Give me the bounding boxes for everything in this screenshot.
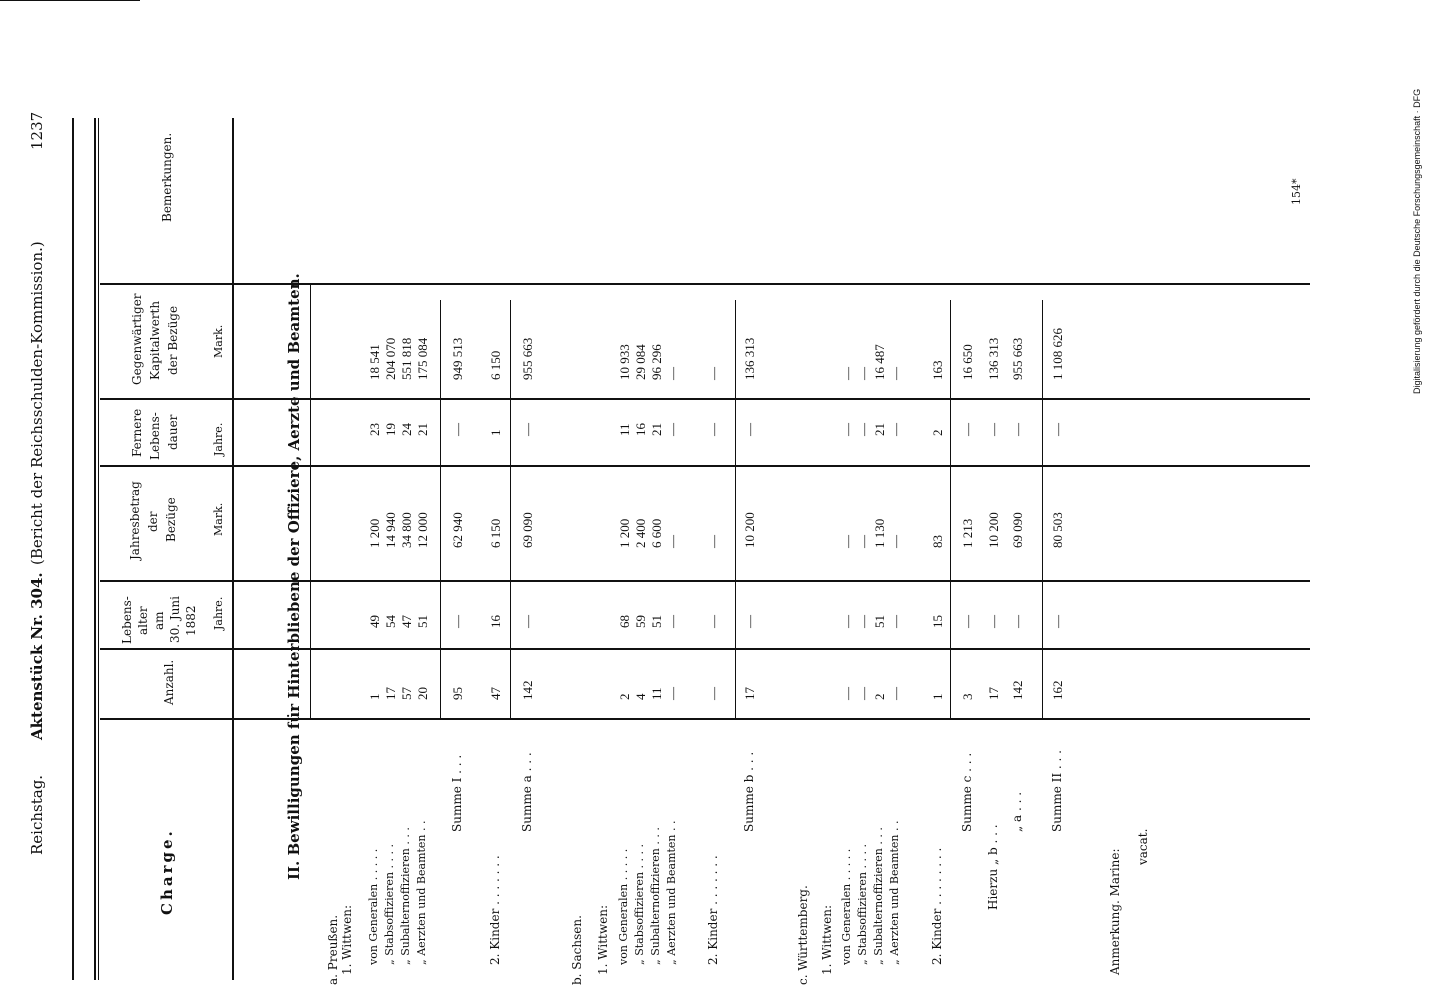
cell-c-stab-4: — [856,367,871,380]
cell-summe2-2: 80 503 [1050,512,1065,548]
cell-c-stab-3: — [856,423,871,436]
col-kapital-3: der Bezüge [166,305,180,375]
cell-c-summec-0: 3 [960,693,975,700]
cell-hierzu-b-2: 10 200 [986,512,1001,548]
label-c-witwen: 1. Wittwen: [820,904,834,975]
cell-c-sub-2: 1 130 [872,518,887,548]
col-charge: Charge. [158,828,176,915]
cell-b-gen-2: 1 200 [617,518,632,548]
col-lebensalter-unit: Jahre. [212,596,225,630]
cell-c-gen-2: — [840,535,855,548]
cell-a-stab-0: 17 [383,687,398,700]
col-fernere-3: dauer [166,414,180,450]
cell-hierzu-b-4: 136 313 [986,337,1001,380]
cell-a-stab-4: 204 070 [383,337,398,380]
cell-b-sub-0: 11 [649,687,664,700]
table-top-rule [94,118,96,980]
label-a-summe1: Summe I . . . [450,754,464,832]
cell-b-stab-4: 29 084 [633,344,648,380]
cell-b-gen-0: 2 [617,693,632,700]
cell-hierzu-a-3: — [1010,423,1025,436]
col-sep-lebensalter [100,580,1310,582]
label-a-summea: Summe a . . . [520,752,534,832]
cell-b-kinder-0: — [706,687,721,700]
label-a-witwen: 1. Wittwen: [340,904,354,975]
cell-b-kinder-2: — [706,535,721,548]
cell-c-stab-0: — [856,687,871,700]
cell-b-stab-3: 16 [633,423,648,436]
cell-b-aerzte-1: — [665,615,680,628]
cell-b-aerzte-3: — [665,423,680,436]
cell-b-gen-1: 68 [617,615,632,628]
cell-a-summe1-0: 95 [450,687,465,700]
label-c-kinder: 2. Kinder . . . . . . . . [930,847,944,965]
cell-b-sub-2: 6 600 [649,518,664,548]
cell-a-summea-1: — [520,615,535,628]
col-lebensalter-5: 1882 [184,605,198,636]
cell-b-stab-1: 59 [633,615,648,628]
label-a-kinder: 2. Kinder . . . . . . . [488,855,502,965]
label-b-gen: von Generalen . . . . . [617,848,630,965]
label-c-gen: von Generalen . . . . . [840,848,853,965]
label-b: b. Sachsen. [570,915,584,985]
cell-a-gen-0: 1 [367,693,382,700]
cell-c-gen-3: — [840,423,855,436]
cell-b-summeb-2: 10 200 [742,512,757,548]
label-hierzu: Hierzu „ b . . . [986,824,1000,910]
section-title: II. Bewilligungen für Hinterbliebene der Offiziere, Aerzte und Beamten. [285,273,303,880]
sum-rule-ii [1042,300,1043,718]
cell-b-kinder-3: — [706,423,721,436]
label-b-stab: „ Stabsoffizieren . . . . [633,844,646,965]
header-left: Reichstag. [28,774,46,855]
cell-a-summea-2: 69 090 [520,512,535,548]
cell-a-gen-1: 49 [367,615,382,628]
cell-hierzu-a-0: 142 [1010,680,1025,700]
cell-a-sub-0: 57 [399,687,414,700]
label-c: c. Württemberg. [796,885,810,985]
cell-c-aerzte-0: — [888,687,903,700]
cell-c-aerzte-2: — [888,535,903,548]
cell-summe2-0: 162 [1050,680,1065,700]
cell-a-sub-1: 47 [399,615,414,628]
table-top-rule-2 [98,118,99,980]
cell-a-summe1-1: — [450,615,465,628]
cell-c-kinder-3: 2 [930,429,945,436]
cell-c-summec-1: — [960,615,975,628]
cell-c-gen-4: — [840,367,855,380]
label-c-aerzte: „ Aerzten und Beamten . . [888,820,901,965]
cell-a-gen-2: 1 200 [367,518,382,548]
cell-summe2-3: — [1050,423,1065,436]
col-lebensalter-2: alter [136,606,150,635]
col-lebensalter-4: 30. Juni [168,595,182,643]
cell-a-stab-2: 14 940 [383,512,398,548]
cell-c-summec-3: — [960,423,975,436]
label-summe2: Summe II . . . [1050,750,1064,832]
col-sep-anzahl [100,648,1310,650]
cell-a-summe1-3: — [450,423,465,436]
page-signature: 154* [1290,178,1303,205]
cell-b-sub-3: 21 [649,423,664,436]
cell-c-stab-2: — [856,535,871,548]
cell-a-aerzte-1: 51 [415,615,430,628]
cell-a-kinder-1: 16 [488,615,503,628]
cell-a-summea-4: 955 663 [520,337,535,380]
label-b-aerzte: „ Aerzten und Beamten . . [665,820,678,965]
cell-b-summeb-3: — [742,423,757,436]
label-c-sub: „ Subalternoffizieren . . . [872,827,885,965]
cell-b-gen-3: 11 [617,423,632,436]
sum-rule-c [950,300,951,718]
col-fernere-2: Lebens- [148,412,162,460]
cell-b-summeb-4: 136 313 [742,337,757,380]
col-sep-charge [100,718,1310,720]
label-anmerkung: Anmerkung. Marine: [1108,848,1122,975]
cell-a-aerzte-2: 12 000 [415,512,430,548]
cell-b-gen-4: 10 933 [617,344,632,380]
cell-a-summea-3: — [520,423,535,436]
label-c-stab: „ Stabsoffizieren . . . . [856,844,869,965]
page-number: 1237 [28,111,46,150]
cell-a-aerzte-3: 21 [415,423,430,436]
cell-a-stab-1: 54 [383,615,398,628]
cell-a-sub-2: 34 800 [399,512,414,548]
header-bericht: (Bericht der Reichsschulden-Kommission.) [28,241,46,565]
cell-c-kinder-0: 1 [930,693,945,700]
col-jahresbetrag-unit: Mark. [212,502,225,536]
cell-a-summe1-4: 949 513 [450,337,465,380]
cell-b-summeb-1: — [742,615,757,628]
col-jahresbetrag-3: Bezüge [164,497,178,542]
cell-a-aerzte-0: 20 [415,687,430,700]
section-top-rule [310,283,311,720]
cell-a-summea-0: 142 [520,680,535,700]
cell-a-kinder-2: 6 150 [488,518,503,548]
cell-hierzu-b-0: 17 [986,687,1001,700]
cell-c-sub-3: 21 [872,423,887,436]
cell-c-stab-1: — [856,615,871,628]
col-fernere-1: Fernere [130,408,144,457]
label-hierzu-a: „ a . . . [1010,791,1024,832]
cell-c-summec-4: 16 650 [960,344,975,380]
cell-c-kinder-4: 163 [930,360,945,380]
col-sep-kapital [100,283,1310,285]
cell-b-stab-0: 4 [633,693,648,700]
cell-c-aerzte-4: — [888,367,903,380]
col-kapital-2: Kapitalwerth [148,300,162,380]
col-sep-fernere [100,398,1310,400]
cell-b-aerzte-0: — [665,687,680,700]
cell-a-sub-4: 551 818 [399,337,414,380]
cell-c-kinder-1: 15 [930,615,945,628]
col-jahresbetrag-2: der [146,511,160,532]
cell-a-summe1-2: 62 940 [450,512,465,548]
label-b-witwen: 1. Wittwen: [596,904,610,975]
cell-a-kinder-0: 47 [488,687,503,700]
cell-hierzu-a-4: 955 663 [1010,337,1025,380]
cell-a-stab-3: 19 [383,423,398,436]
cell-c-gen-0: — [840,687,855,700]
cell-b-summeb-0: 17 [742,687,757,700]
cell-b-kinder-4: — [706,367,721,380]
cell-hierzu-a-2: 69 090 [1010,512,1025,548]
col-bemerkungen: Bemerkungen. [160,132,174,222]
cell-b-kinder-1: — [706,615,721,628]
col-fernere-unit: Jahre. [212,422,225,456]
label-b-summeb: Summe b . . . [742,751,756,832]
label-a-gen: von Generalen . . . . . [367,848,380,965]
cell-summe2-4: 1 108 626 [1050,328,1065,380]
cell-c-kinder-2: 83 [930,535,945,548]
sum-rule-i [440,300,441,718]
cell-hierzu-b-1: — [986,615,1001,628]
cell-b-aerzte-2: — [665,535,680,548]
cell-a-gen-3: 23 [367,423,382,436]
label-a: a. Preußen. [326,914,340,985]
cell-c-summec-2: 1 213 [960,518,975,548]
label-a-stab: „ Stabsoffizieren . . . . [383,844,396,965]
label-a-aerzte: „ Aerzten und Beamten . . [415,820,428,965]
cell-c-sub-0: 2 [872,693,887,700]
cell-summe2-1: — [1050,615,1065,628]
label-b-sub: „ Subalternoffizieren . . . [649,827,662,965]
sum-rule-a [510,300,511,718]
cell-hierzu-b-3: — [986,423,1001,436]
cell-b-sub-1: 51 [649,615,664,628]
cell-hierzu-a-1: — [1010,615,1025,628]
cell-c-sub-1: 51 [872,615,887,628]
top-corner-rule [0,0,140,1]
cell-a-gen-4: 18 541 [367,344,382,380]
cell-a-kinder-4: 6 150 [488,350,503,380]
label-b-kinder: 2. Kinder . . . . . . . [706,855,720,965]
cell-c-aerzte-1: — [888,615,903,628]
cell-c-aerzte-3: — [888,423,903,436]
cell-c-sub-4: 16 487 [872,344,887,380]
label-a-sub: „ Subalternoffizieren . . . [399,827,412,965]
label-vacat: vacat. [1136,828,1150,865]
cell-a-kinder-3: 1 [488,429,503,436]
label-c-summec: Summe c . . . [960,752,974,832]
col-anzahl: Anzahl. [162,659,176,705]
col-sep-jahresbetrag [100,465,1310,467]
cell-b-stab-2: 2 400 [633,518,648,548]
cell-a-aerzte-4: 175 084 [415,337,430,380]
cell-c-gen-1: — [840,615,855,628]
cell-b-sub-4: 96 296 [649,344,664,380]
col-lebensalter-1: Lebens- [120,596,134,644]
sum-rule-b [735,300,736,718]
col-lebensalter-3: am [152,611,166,630]
header-rule [72,118,74,980]
header-actenstueck: Aktenstück Nr. 304. [28,572,46,740]
header-bottom-rule [232,118,234,980]
side-note: Digitalisierung gefördert durch die Deutsche Forschungsgemeinschaft · DFG [1412,88,1422,394]
col-kapital-1: Gegenwärtiger [130,293,144,385]
col-jahresbetrag-1: Jahresbetrag [128,481,142,560]
cell-b-aerzte-4: — [665,367,680,380]
cell-a-sub-3: 24 [399,423,414,436]
col-kapital-unit: Mark. [212,324,225,358]
